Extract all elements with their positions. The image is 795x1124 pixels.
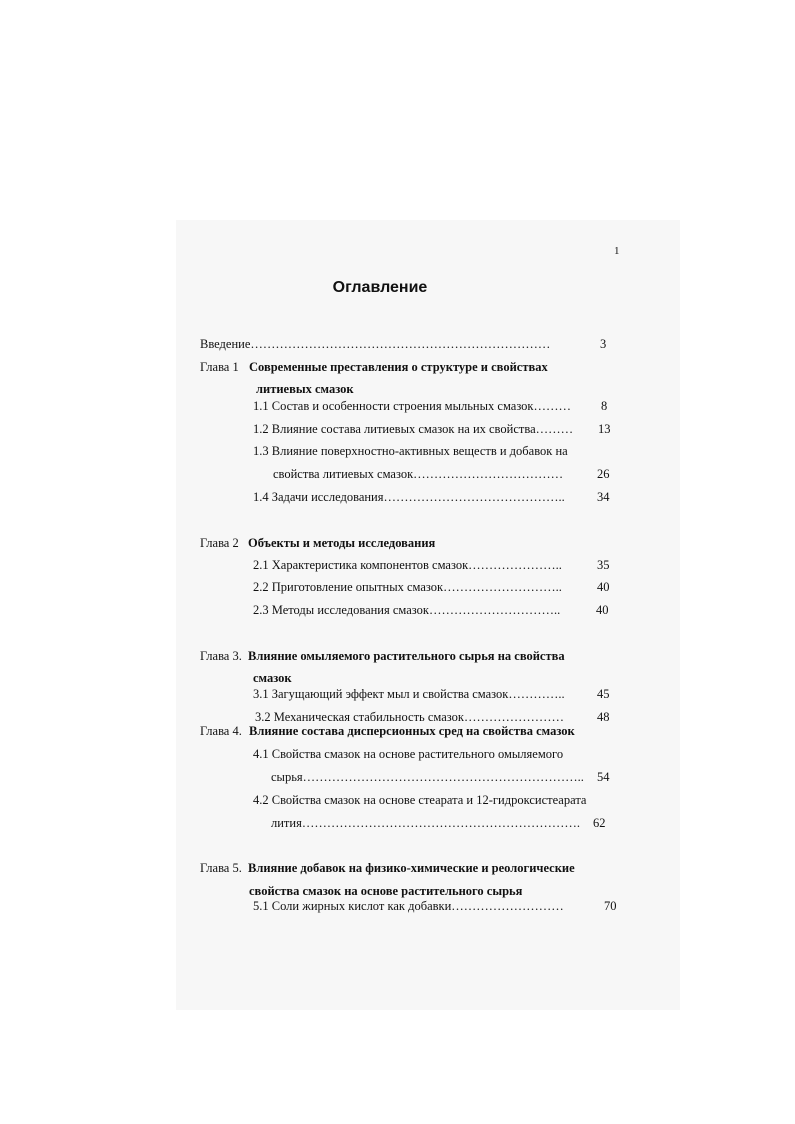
toc-entry: 2.2 Приготовление опытных смазок………………………..: [253, 580, 562, 594]
toc-entry-cont: свойства литиевых смазок………………………………: [273, 467, 564, 481]
toc-entry: 3.1 Загущающий эффект мыл и свойства смазок…………..: [253, 687, 565, 701]
toc-entry-cont: лития………………………………………………………….: [271, 816, 580, 830]
chapter-title: Влияние состава дисперсионных сред на свойства смазок: [249, 724, 575, 738]
toc-page: 35: [597, 558, 610, 572]
chapter-label: Глава 1: [200, 360, 239, 374]
toc-page: 13: [598, 422, 611, 436]
toc-entry-cont: сырья…………………………………………………………..: [271, 770, 584, 784]
chapter-title-cont: смазок: [253, 671, 292, 685]
toc-entry: 2.1 Характеристика компонентов смазок…………………..: [253, 558, 562, 572]
toc-entry: 4.1 Свойства смазок на основе растительного омыляемого: [253, 747, 564, 761]
toc-entry: 1.4 Задачи исследования……………………………………..: [253, 490, 565, 504]
toc-entry: 1.2 Влияние состава литиевых смазок на их свойства………: [253, 422, 574, 436]
toc-page: 45: [597, 687, 610, 701]
chapter-label: Глава 2: [200, 536, 239, 550]
chapter-label: Глава 5.: [200, 861, 242, 875]
toc-page: 40: [596, 603, 609, 617]
chapter-label: Глава 4.: [200, 724, 242, 738]
chapter-title-cont: свойства смазок на основе растительного сырья: [249, 884, 523, 898]
chapter-title-cont: литиевых смазок: [256, 382, 354, 396]
toc-page: 54: [597, 770, 610, 784]
chapter-title: Влияние добавок на физико-химические и реологические: [248, 861, 575, 875]
toc-page: 8: [601, 399, 608, 413]
chapter-title: Объекты и методы исследования: [248, 536, 436, 550]
toc-page: 70: [604, 899, 617, 913]
toc-entry: 1.3 Влияние поверхностно-активных веществ и добавок на: [253, 444, 568, 458]
toc-entry: 4.2 Свойства смазок на основе стеарата и 12-гидроксистеарата: [253, 793, 587, 807]
toc-entry: 2.3 Методы исследования смазок…………………………..: [253, 603, 561, 617]
toc-page: 34: [597, 490, 610, 504]
toc-entry: 1.1 Состав и особенности строения мыльных смазок………: [253, 399, 572, 413]
chapter-title: Современные преставления о структуре и свойствах: [249, 360, 548, 374]
toc-page: 48: [597, 710, 610, 724]
toc-page: 3: [600, 337, 607, 351]
toc-page: 40: [597, 580, 610, 594]
page-title: Оглавление: [332, 279, 428, 296]
toc-entry-intro: Введение………………………………………………………………: [200, 337, 551, 351]
toc-entry: 3.2 Механическая стабильность смазок……………………: [255, 710, 564, 724]
toc-page: 26: [597, 467, 610, 481]
chapter-title: Влияние омыляемого растительного сырья на свойства: [248, 649, 565, 663]
chapter-label: Глава 3.: [200, 649, 242, 663]
toc-page: 62: [593, 816, 606, 830]
page-number: 1: [614, 245, 620, 257]
toc-entry: 5.1 Соли жирных кислот как добавки………………………: [253, 899, 564, 913]
